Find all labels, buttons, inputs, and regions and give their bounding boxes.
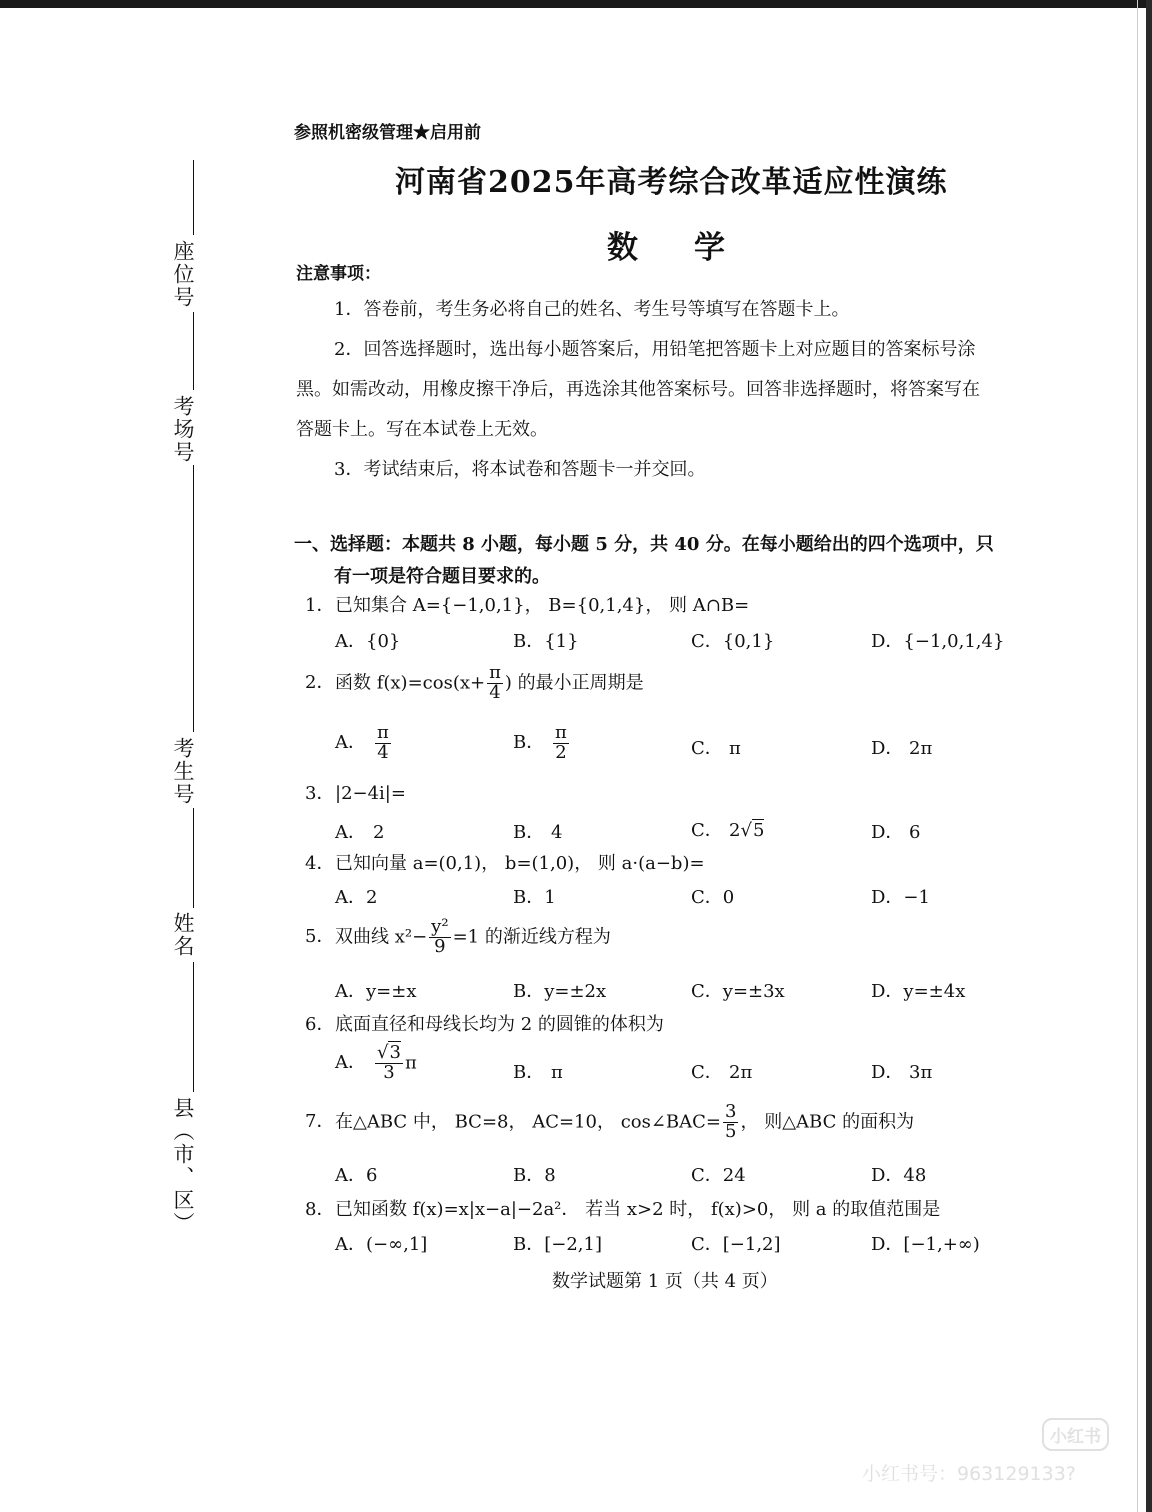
question-7: [305, 1103, 914, 1142]
option-letter: D．: [871, 822, 904, 843]
margin-line: [193, 962, 194, 1092]
option-coefficient: 2: [729, 820, 741, 841]
subject-title: 数学: [607, 230, 781, 266]
county-label: 县（市、区）: [171, 1097, 195, 1235]
confidentiality-notice: 参照机密级管理★启用前: [294, 123, 481, 143]
fraction-numerator: 3: [725, 1101, 737, 1122]
option-letter: A．: [335, 732, 366, 754]
question-4: [305, 849, 705, 875]
watermark-logo: 小红书: [1042, 1418, 1109, 1451]
option-letter: B．: [513, 732, 545, 754]
fraction: [429, 918, 450, 957]
candidate-number-label: 考生号: [171, 737, 195, 806]
option-c: C．[−1,2]: [691, 1234, 781, 1255]
option-value: 2: [373, 822, 385, 843]
notice-heading: 注意事项：: [296, 264, 381, 284]
question-1: [305, 591, 749, 617]
fraction-denominator: 4: [377, 741, 389, 763]
exam-title: 河南省2025年高考综合改革适应性演练: [395, 165, 948, 200]
scan-right-edge: [1146, 0, 1152, 1512]
option-a: A．2: [335, 887, 378, 908]
option-value: π: [729, 738, 741, 759]
option-c: C．{0,1}: [691, 631, 775, 652]
option-c: C．24: [691, 1165, 746, 1186]
option-b: [513, 1058, 563, 1084]
radicand: 5: [752, 820, 765, 841]
option-value: 6: [909, 822, 921, 843]
option-letter: A．: [335, 822, 366, 843]
question-number: 3．: [305, 783, 335, 804]
fraction: [487, 664, 503, 703]
notice-item-2: 2．回答选择题时，选出每小题答案后，用铅笔把答题卡上对应题目的答案标号涂: [334, 339, 976, 360]
fraction-numerator: [375, 1044, 403, 1064]
fraction-numerator: π: [377, 722, 389, 743]
radicand: 3: [389, 1042, 401, 1063]
option-b: [513, 818, 562, 844]
option-d: D．−1: [871, 887, 930, 908]
question-text: 双曲线 x²−: [335, 926, 428, 948]
section-heading-line: 一、选择题：本题共 8 小题，每小题 5 分，共 40 分。在每小题给出的四个选项中，只: [294, 534, 994, 555]
sqrt-sign: √: [740, 820, 752, 841]
page-footer: 数学试题第 1 页（共 4 页）: [552, 1271, 778, 1292]
question-number: 4．: [305, 853, 335, 874]
option-a: A．(−∞,1]: [335, 1234, 428, 1255]
fraction-numerator: π: [555, 722, 567, 743]
margin-line: [193, 808, 194, 908]
question-text: ) 的最小正周期是: [504, 672, 644, 694]
section-heading-line: 有一项是符合题目要求的。: [334, 566, 550, 587]
scan-right-shadow: [1137, 0, 1138, 1512]
option-value: 2π: [729, 1062, 753, 1083]
question-text: 在△ABC 中， BC=8， AC=10， cos∠BAC=: [335, 1111, 722, 1133]
notice-item-3: 3．考试结束后，将本试卷和答题卡一并交回。: [334, 459, 706, 480]
question-text: =1 的渐近线方程为: [452, 926, 611, 948]
option-letter: B．: [513, 1062, 545, 1083]
option-letter: C．: [691, 738, 723, 759]
option-value: 2π: [909, 738, 933, 759]
option-a: [335, 1044, 417, 1083]
option-a: [335, 724, 393, 763]
seat-number-label: 座位号: [171, 240, 195, 309]
question-text: 函数 f(x)=cos(x+: [335, 672, 486, 694]
question-number: 7．: [305, 1111, 335, 1133]
option-d: D．y=±4x: [871, 981, 966, 1002]
question-5: [305, 918, 611, 957]
option-letter: C．: [691, 820, 723, 841]
option-b: [513, 724, 571, 763]
fraction-denominator: 3: [383, 1061, 395, 1083]
option-a: A．6: [335, 1165, 378, 1186]
question-text: ， 则△ABC 的面积为: [740, 1111, 915, 1133]
option-a: A．{0}: [335, 631, 401, 652]
margin-line: [193, 465, 194, 732]
notice-item-2-cont: 黑。如需改动，用橡皮擦干净后，再选涂其他答案标号。回答非选择题时，将答案写在: [296, 379, 980, 400]
option-c: [691, 734, 741, 760]
option-d: [871, 734, 932, 760]
option-b: B．{1}: [513, 631, 579, 652]
notice-item-1: 1．答卷前，考生务必将自己的姓名、考生号等填写在答题卡上。: [334, 299, 850, 320]
option-b: B．[−2,1]: [513, 1234, 602, 1255]
question-3: [305, 779, 406, 805]
question-number: 1．: [305, 595, 335, 616]
fraction-numerator: π: [489, 662, 501, 683]
sqrt-sign: √: [377, 1042, 389, 1063]
option-letter: B．: [513, 822, 545, 843]
question-text: 已知向量 a=(0,1)， b=(1,0)， 则 a·(a−b)=: [335, 853, 705, 874]
name-label: 姓名: [171, 912, 195, 958]
option-b: B．8: [513, 1165, 556, 1186]
option-value: 4: [551, 822, 563, 843]
option-c: C．y=±3x: [691, 981, 785, 1002]
fraction-denominator: 2: [555, 741, 567, 763]
watermark-id: 小红书号：963129133?: [862, 1463, 1076, 1485]
option-letter: D．: [871, 738, 904, 759]
option-b: B．1: [513, 887, 556, 908]
option-d: D．{−1,0,1,4}: [871, 631, 1005, 652]
option-d: [871, 818, 920, 844]
option-a: A．y=±x: [335, 981, 417, 1002]
option-letter: C．: [691, 1062, 723, 1083]
fraction-numerator: y²: [431, 916, 449, 937]
option-b: B．y=±2x: [513, 981, 607, 1002]
question-6: [305, 1010, 664, 1036]
fraction: [723, 1103, 738, 1142]
question-2: [305, 664, 644, 703]
option-suffix: π: [404, 1052, 417, 1074]
option-value: 3π: [909, 1062, 933, 1083]
question-number: 2．: [305, 672, 335, 694]
option-c: C．0: [691, 887, 735, 908]
fraction-denominator: 5: [725, 1120, 737, 1142]
option-d: D．[−1,+∞): [871, 1234, 980, 1255]
fraction: [375, 724, 391, 763]
question-text: 已知集合 A={−1,0,1}， B={0,1,4}， 则 A∩B=: [335, 595, 750, 616]
question-number: 5．: [305, 926, 335, 948]
fraction-denominator: 4: [489, 681, 501, 703]
fraction: [553, 724, 569, 763]
scan-top-edge: [0, 0, 1152, 8]
fraction: [375, 1044, 403, 1083]
option-value: π: [551, 1062, 563, 1083]
option-letter: A．: [335, 1052, 366, 1074]
margin-line: [193, 312, 194, 390]
fraction-denominator: 9: [434, 935, 446, 957]
question-8: [305, 1195, 940, 1221]
option-c: [691, 816, 764, 842]
option-c: [691, 1058, 752, 1084]
question-text: 底面直径和母线长均为 2 的圆锥的体积为: [335, 1014, 664, 1035]
option-letter: D．: [871, 1062, 904, 1083]
question-text: |2−4i|=: [335, 783, 406, 804]
notice-item-2-cont: 答题卡上。写在本试卷上无效。: [296, 419, 548, 440]
question-number: 6．: [305, 1014, 335, 1035]
question-text: 已知函数 f(x)=x|x−a|−2a²． 若当 x>2 时， f(x)>0， 则 a 的取值范围是: [335, 1199, 941, 1220]
exam-room-label: 考场号: [171, 395, 195, 464]
question-number: 8．: [305, 1199, 335, 1220]
option-d: D．48: [871, 1165, 927, 1186]
margin-line: [193, 160, 194, 235]
option-a: [335, 818, 384, 844]
option-d: [871, 1058, 932, 1084]
section-heading: [294, 529, 994, 593]
